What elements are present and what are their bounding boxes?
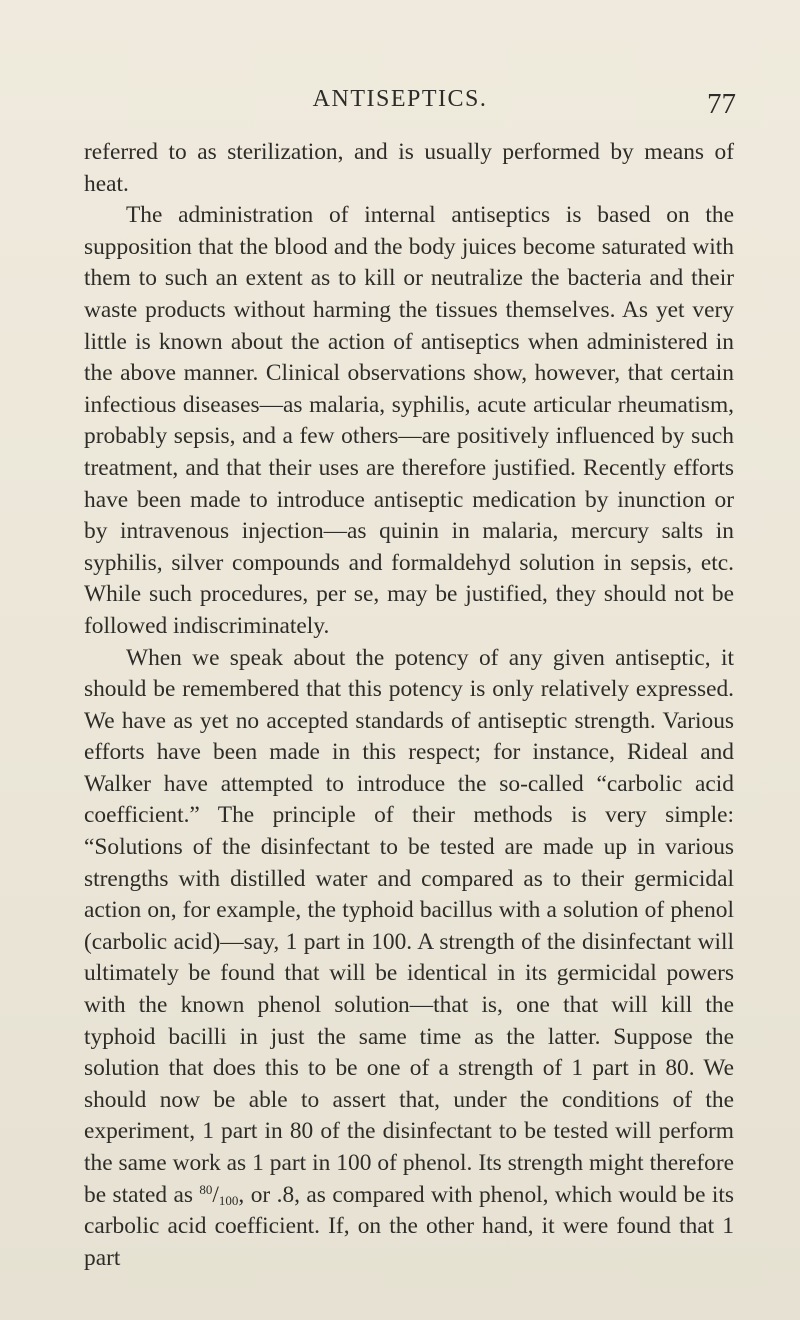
paragraph-continuation: referred to as sterilization, and is usually performed by means of heat. — [84, 139, 734, 197]
fraction-numerator: 80 — [199, 1181, 213, 1197]
paragraph-text-after-fraction: , or .8, as compared with phenol, which would be its carbolic acid coefficient. If, on the other hand, it were found that 1 part — [84, 1181, 735, 1271]
page-number: 77 — [707, 88, 736, 120]
paragraph-antiseptic-potency: When we speak about the potency of any given antiseptic, it should be remembered that this potency is only relatively expressed. We have as yet no accepted standards of antiseptic strength. Various efforts have been made in this respect; for instance, Rideal and Walker have attempted to introduce the so-called “carbolic acid coefficient.” The principle of their methods is very simple: “Solutions of the disinfectant to be tested are made up in various strengths with distilled water and compared as to their germicidal action on, for example, the typhoid bacillus with a solution of phenol (carbolic acid)—say, 1 part in 100. A strength of the disinfectant will ultimately be found that will be identical in its germicidal powers with the known phenol solution—that is, one that will kill the typhoid bacilli in just the same time as the latter. Suppose the solution that does this to be one of a strength of 1 part in 80. We should now be able to assert that, under the conditions of the experiment, 1 part in 80 of the disinfectant to be tested will perform the same work as 1 part in 100 of phenol. Its strength might therefore be stated as $^{80}/_{100}$, or .8, as compared with phenol, which would be its carbolic acid coefficient. If, on the other hand, it were found that 1 part — [84, 644, 735, 1271]
running-head — [0, 86, 800, 120]
paragraph-text-before-fraction: When we speak about the potency of any given antiseptic, it should be remembered that this potency is only relatively expressed. We have as yet no accepted standards of antiseptic strength. Various efforts have been made in this respect; for instance, Rideal and Walker have attempted to introduce the so-called “carbolic acid coefficient.” The principle of their methods is very simple: “Solutions of the disinfectant to be tested are made up in various strengths with distilled water and compared as to their germicidal action on, for example, the typhoid bacillus with a solution of phenol (carbolic acid)—say, 1 part in 100. A strength of the disinfectant will ultimately be found that will be identical in its germicidal powers with the known phenol solution—that is, one that will kill the typhoid bacilli in just the same time as the latter. Suppose the solution that does this to be one of a strength of 1 part in 80. We should now be able to assert that, under the conditions of the experiment, 1 part in 80 of the disinfectant to be tested will perform the same work as 1 part in 100 of phenol. Its strength might therefore be stated as — [84, 644, 734, 1208]
running-title: ANTISEPTICS. — [312, 86, 488, 112]
fraction-denominator: 100 — [218, 1192, 239, 1208]
body-text — [84, 137, 734, 1274]
paragraph-internal-antiseptics: The administration of internal antiseptics is based on the supposition that the blood and the body juices become saturated with them to such an extent as to kill or neutralize the bacteria and their waste products without harming the tissues themselves. As yet very little is known about the action of antiseptics when administered in the above manner. Clinical observations show, however, that certain infectious diseases—as malaria, syphilis, acute articular rheumatism, probably sepsis, and a few others—are positively influenced by such treatment, and that their uses are therefore justified. Recently efforts have been made to introduce antiseptic medication by inunction or by intravenous injection—as quinin in malaria, mercury salts in syphilis, silver compounds and formaldehyd solution in sepsis, etc. While such procedures, per se, may be justified, they should not be followed indiscriminately. — [84, 202, 734, 639]
